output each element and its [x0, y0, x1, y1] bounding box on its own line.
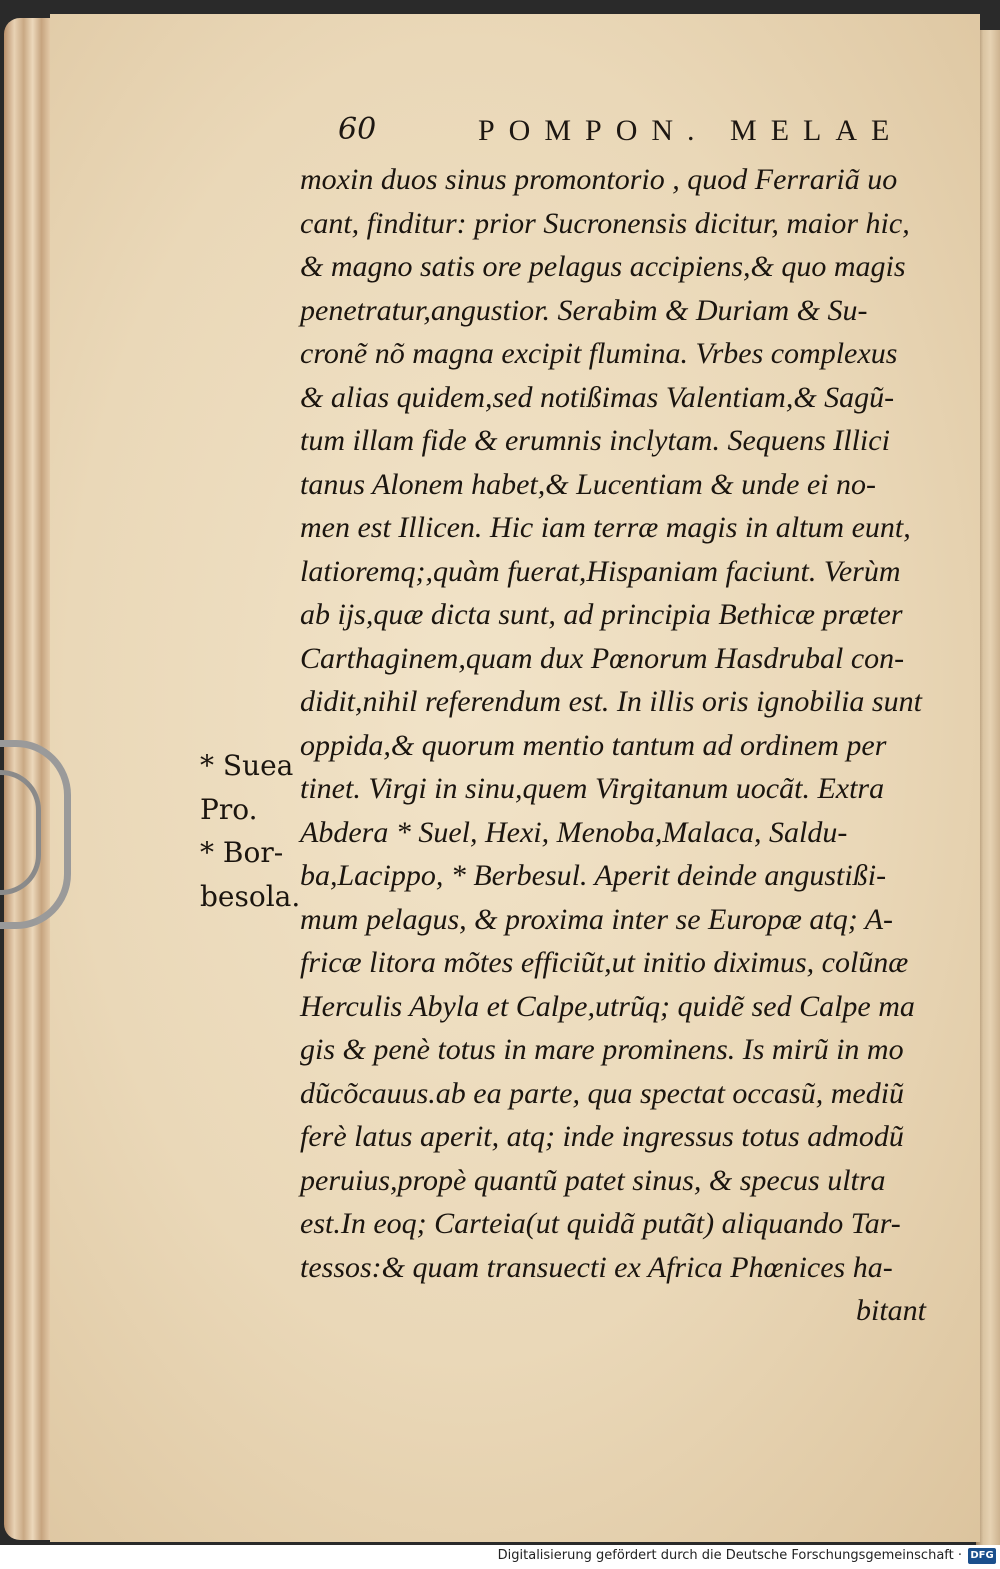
text-line: ba,Lacippo, * Berbesul. Aperit deinde angustißi-: [300, 859, 887, 892]
text-line: moxin duos sinus promontorio , quod Ferrariã uo: [300, 163, 898, 196]
page-header: [338, 112, 928, 156]
text-line: fricæ litora mõtes efficiũt,ut initio diximus, colũnæ: [300, 946, 909, 979]
text-line: ferè latus aperit, atq; inde ingressus totus admodũ: [300, 1120, 904, 1153]
book-clip-inner: [0, 770, 41, 895]
text-line: penetratur,angustior. Serabim & Duriam & Su-: [300, 293, 868, 327]
text-line: est.In eoq; Carteia(ut quidã putãt) aliquando Tar-: [300, 1207, 901, 1240]
margin-note: * Bor-: [200, 836, 284, 869]
margin-note: * Suea: [200, 749, 294, 782]
text-line: Herculis Abyla et Calpe,utrũq; quidẽ sed Calpe ma: [300, 989, 915, 1023]
margin-note: Pro.: [200, 792, 258, 826]
text-line: cronẽ nõ magna excipit flumina. Vrbes complexus: [300, 337, 898, 370]
text-line: Carthaginem,quam dux Pœnorum Hasdrubal con-: [300, 641, 905, 675]
margin-notes: [200, 744, 310, 918]
text-line: tanus Alonem habet,& Lucentiam & unde ei no-: [300, 467, 877, 501]
main-text-block: [300, 158, 960, 1333]
text-line: tum illam fide & erumnis inclytam. Sequens Illici: [300, 424, 890, 457]
text-line: peruius,propè quantũ patet sinus, & specus ultra: [300, 1163, 886, 1197]
folio-number: 60: [338, 112, 377, 147]
text-line: oppida,& quorum mentio tantum ad ordinem per: [300, 728, 887, 762]
text-line: men est Illicen. Hic iam terræ magis in altum eunt,: [300, 511, 911, 544]
text-line: & magno satis ore pelagus accipiens,& quo magis: [300, 250, 906, 283]
text-line: gis & penè totus in mare prominens. Is mirũ in mo: [300, 1033, 904, 1066]
text-line: & alias quidem,sed notißimas Valentiam,& Sagũ-: [300, 380, 895, 414]
text-line: ab ijs,quæ dicta sunt, ad principia Bethicæ præter: [300, 598, 903, 631]
text-line: mum pelagus, & proxima inter se Europæ atq; A-: [300, 902, 894, 936]
funding-credit: Digitalisierung gefördert durch die Deutsche Forschungsgemeinschaft ·: [497, 1548, 962, 1563]
text-line: tinet. Virgi in sinu,quem Virgitanum uocãt. Extra: [300, 772, 885, 805]
catchword: bitant: [855, 1294, 926, 1327]
text-line: dũcõcauus.ab ea parte, qua spectat occasũ, mediũ: [300, 1076, 905, 1110]
text-line: Abdera * Suel, Hexi, Menoba,Malaca, Saldu-: [300, 815, 848, 849]
running-title: POMPON. MELAE: [478, 114, 904, 147]
dfg-logo: DFG: [968, 1548, 996, 1564]
margin-note: besola.: [200, 879, 301, 913]
text-line: latioremq;,quàm fuerat,Hispaniam faciunt. Verùm: [300, 554, 901, 588]
funding-footer: [0, 1545, 1000, 1569]
text-line: tessos:& quam transuecti ex Africa Phœnices ha-: [300, 1250, 893, 1284]
text-line: didit,nihil referendum est. In illis oris ignobilia sunt: [300, 685, 922, 718]
text-line: cant, finditur: prior Sucronensis dicitur, maior hic,: [300, 206, 910, 240]
